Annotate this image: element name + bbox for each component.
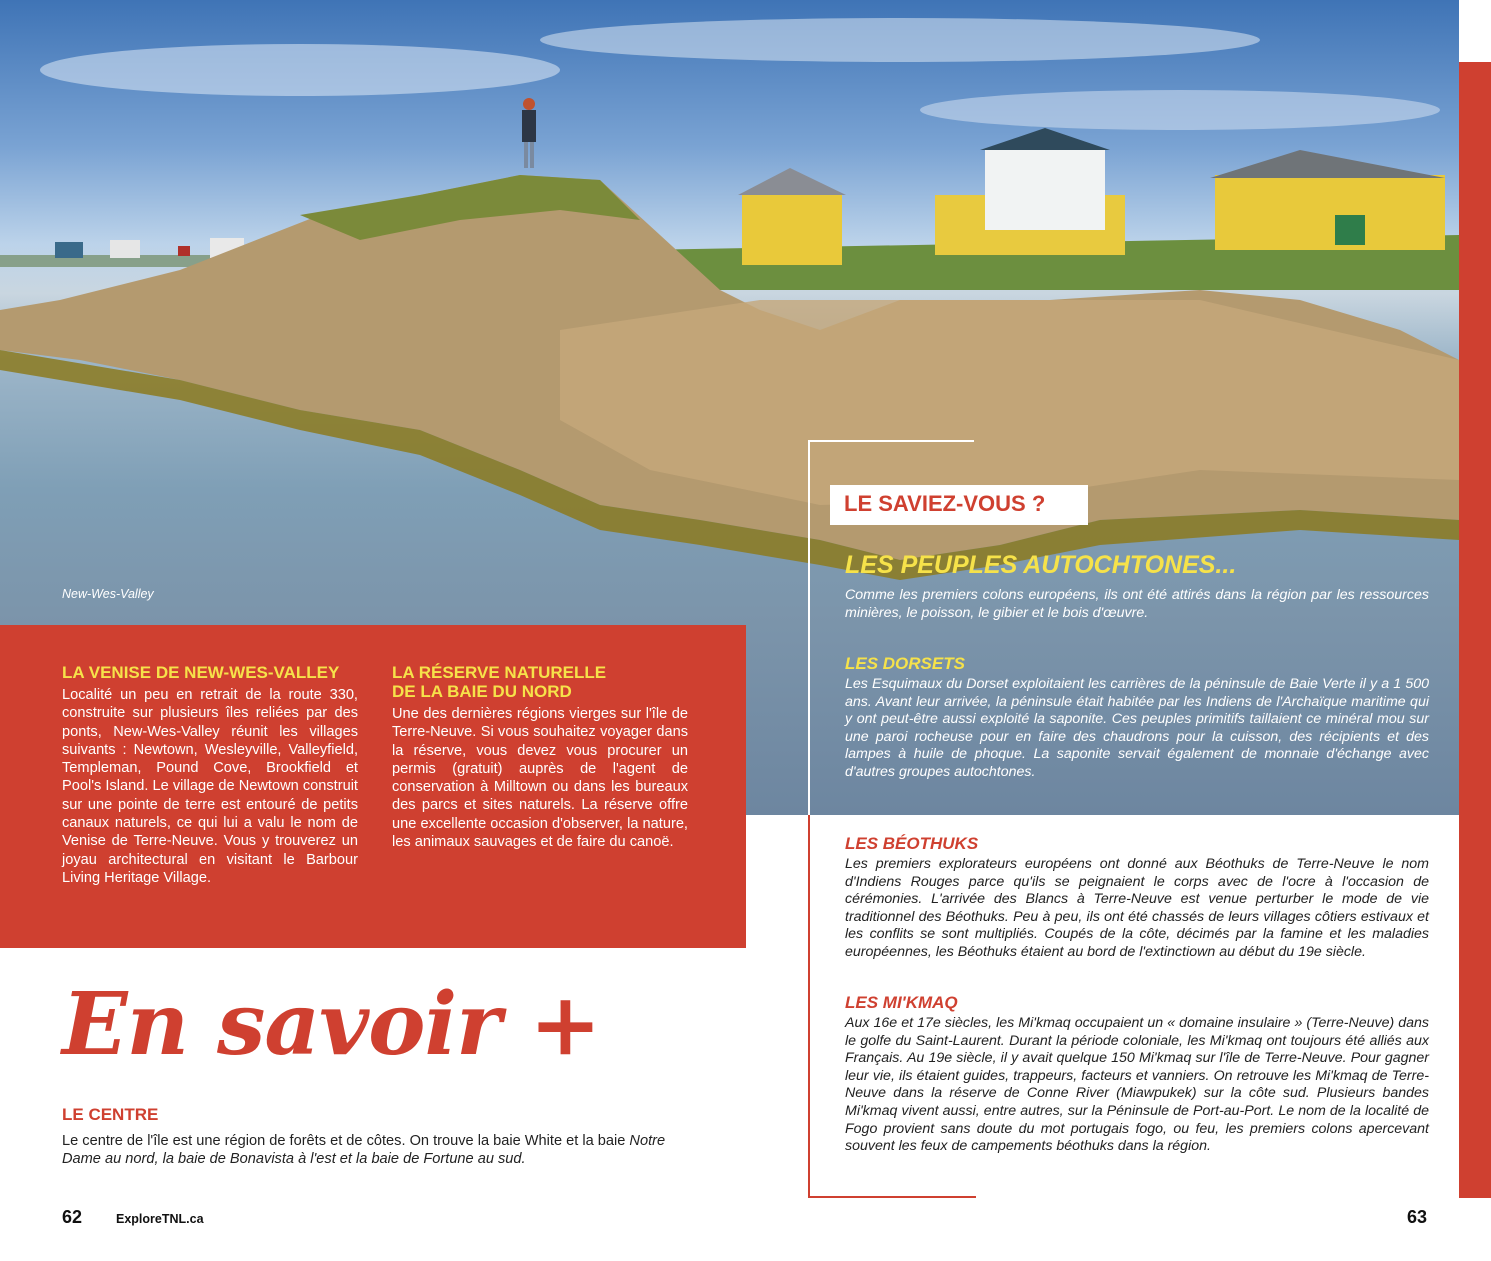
footer-site-name: ExploreTNL.ca [116, 1212, 204, 1226]
heritage-house [935, 128, 1125, 255]
en-savoir-title: En savoir + [62, 974, 601, 1075]
peuples-title: LES PEUPLES AUTOCHTONES... [845, 551, 1237, 579]
saviez-vous-label: LE SAVIEZ-VOUS ? [844, 491, 1046, 516]
centre-text [62, 1132, 692, 1169]
page-number-right: 63 [1407, 1207, 1428, 1227]
dorsets-title: LES DORSETS [845, 654, 965, 673]
venise-title: LA VENISE DE NEW-WES-VALLEY [62, 663, 340, 682]
yellow-house-left [738, 168, 846, 265]
yellow-house-right [1210, 150, 1445, 250]
right-edge-accent [1459, 62, 1491, 1198]
peuples-intro [845, 587, 1429, 622]
person-figure [522, 98, 536, 168]
mikmaq-text: Aux 16e et 17e siècles, les Mi'kmaq occupaient un « domaine insulaire » (Terre-Neuve) dans le golfe du Saint-Laurent. Durant la période coloniale, les Mi'kmaq ont toujours été alliés aux Français. Au 19e siècle, il y avait quelque 150 Mi'kmaq sur l'île de Terre-Neuve. Pour gagner leur vie, ils étaient guides, trappeurs, facteurs et vanniers. On retrouve les Mi'kmaq de Terre-Neuve dans la réserve de Conne River (Miawpukek) sur la côte sud. Plusieurs bandes Mi'kmaq vivent aussi, entre autres, sur la Péninsule de Port-au-Port. Le nom de la localité de Fogo provient sans doute du mot portugais fogo, ou feu, les premiers colons apercevant souvent les feux de campements béothuks dans la région. [845, 1015, 1429, 1155]
mikmaq-section [845, 993, 1429, 1156]
reserve-title [392, 663, 688, 701]
reserve-title-line1: LA RÉSERVE NATURELLE [392, 663, 607, 682]
beothuks-text: Les premiers explorateurs européens ont donné aux Béothuks de Terre-Neuve le nom d'Indiens Rouges parce qu'ils se peignaient le corps avec de l'ocre à l'occasion de cérémonies. L'arrivée des Blancs à Terre-Neuve est venue perturber le mode de vie traditionnel des Béothuks. Peu à peu, ils ont été chassés de leurs villages côtiers estivaux et les conflits se sont multipliés. Coupés de la côte, décimés par la famine et les maladies européennes, les Béothuks étaient au bord de l'extinctiown au début du 19e siècle. [845, 856, 1429, 960]
reserve-title-line2: DE LA BAIE DU NORD [392, 682, 572, 701]
reserve-column [392, 663, 688, 851]
mikmaq-title: LES MI'KMAQ [845, 993, 958, 1012]
frame-line-top [808, 440, 974, 442]
centre-title: LE CENTRE [62, 1105, 159, 1124]
beothuks-title: LES BÉOTHUKS [845, 834, 979, 853]
frame-line-bottom [808, 1196, 976, 1198]
saviez-vous-label-box [830, 485, 1088, 525]
centre-text-normal: Le centre de l'île est une région de forêts et de côtes. On trouve la baie White et la baie [62, 1133, 630, 1149]
dorsets-text: Les Esquimaux du Dorset exploitaient les carrières de la péninsule de Baie Verte il y a 1 500 ans. Avant leur arrivée, la péninsule était habitée par les Indiens de l'Archaïque maritime qui y ont peut-être aussi exploité la saponite. Ces peuples primitifs taillaient ce minéral mou sur une paroi rocheuse pour en faire des chaudrons pour la cuisson, des récipients et des lampes à huile de phoque. La saponite servait également de monnaie d'échange avec d'autres groupes autochtones. [845, 676, 1429, 780]
centre-text-italic: Notre Dame au nord, la baie de Bonavista à l'est et la baie de Fortune au sud. [62, 1133, 666, 1168]
page-number-left: 62 [62, 1207, 83, 1227]
photo-caption: New-Wes-Valley [62, 587, 154, 601]
peuples-intro-text: Comme les premiers colons européens, ils ont été attirés dans la région par les ressources minières, le poisson, le gibier et le bois d'œuvre. [845, 587, 1429, 621]
reserve-text: Une des dernières régions vierges sur l'île de Terre-Neuve. Si vous souhaitez voyager dans la réserve, vous devez vous procurer un permis (gratuit) auprès de l'agent de conservation à Milltown ou dans les bureaux des parcs et sites naturels. La réserve offre une excellente occasion d'observer, la nature, les animaux sauvages et de faire du canoë. [392, 706, 688, 851]
beothuks-section [845, 834, 1429, 962]
venise-column [62, 663, 358, 887]
dorsets-section [845, 654, 1429, 782]
frame-line-left-red [808, 815, 810, 1197]
frame-line-left-white [808, 440, 810, 815]
venise-text: Localité un peu en retrait de la route 330, construite sur plusieurs îles reliées par des ponts, New-Wes-Valley réunit les villages suivants : Newtown, Wesleyville, Valleyfield, Templeman, Pound Cove, Brookfield et Pool's Island. Le village de Newtown construit sur une pointe de terre est entouré de petits canaux naturels, ce qui lui a valu le nom de Venise de Terre-Neuve. Vous y trouverez un joyau architectural en visitant le Barbour Living Heritage Village. [62, 687, 358, 886]
